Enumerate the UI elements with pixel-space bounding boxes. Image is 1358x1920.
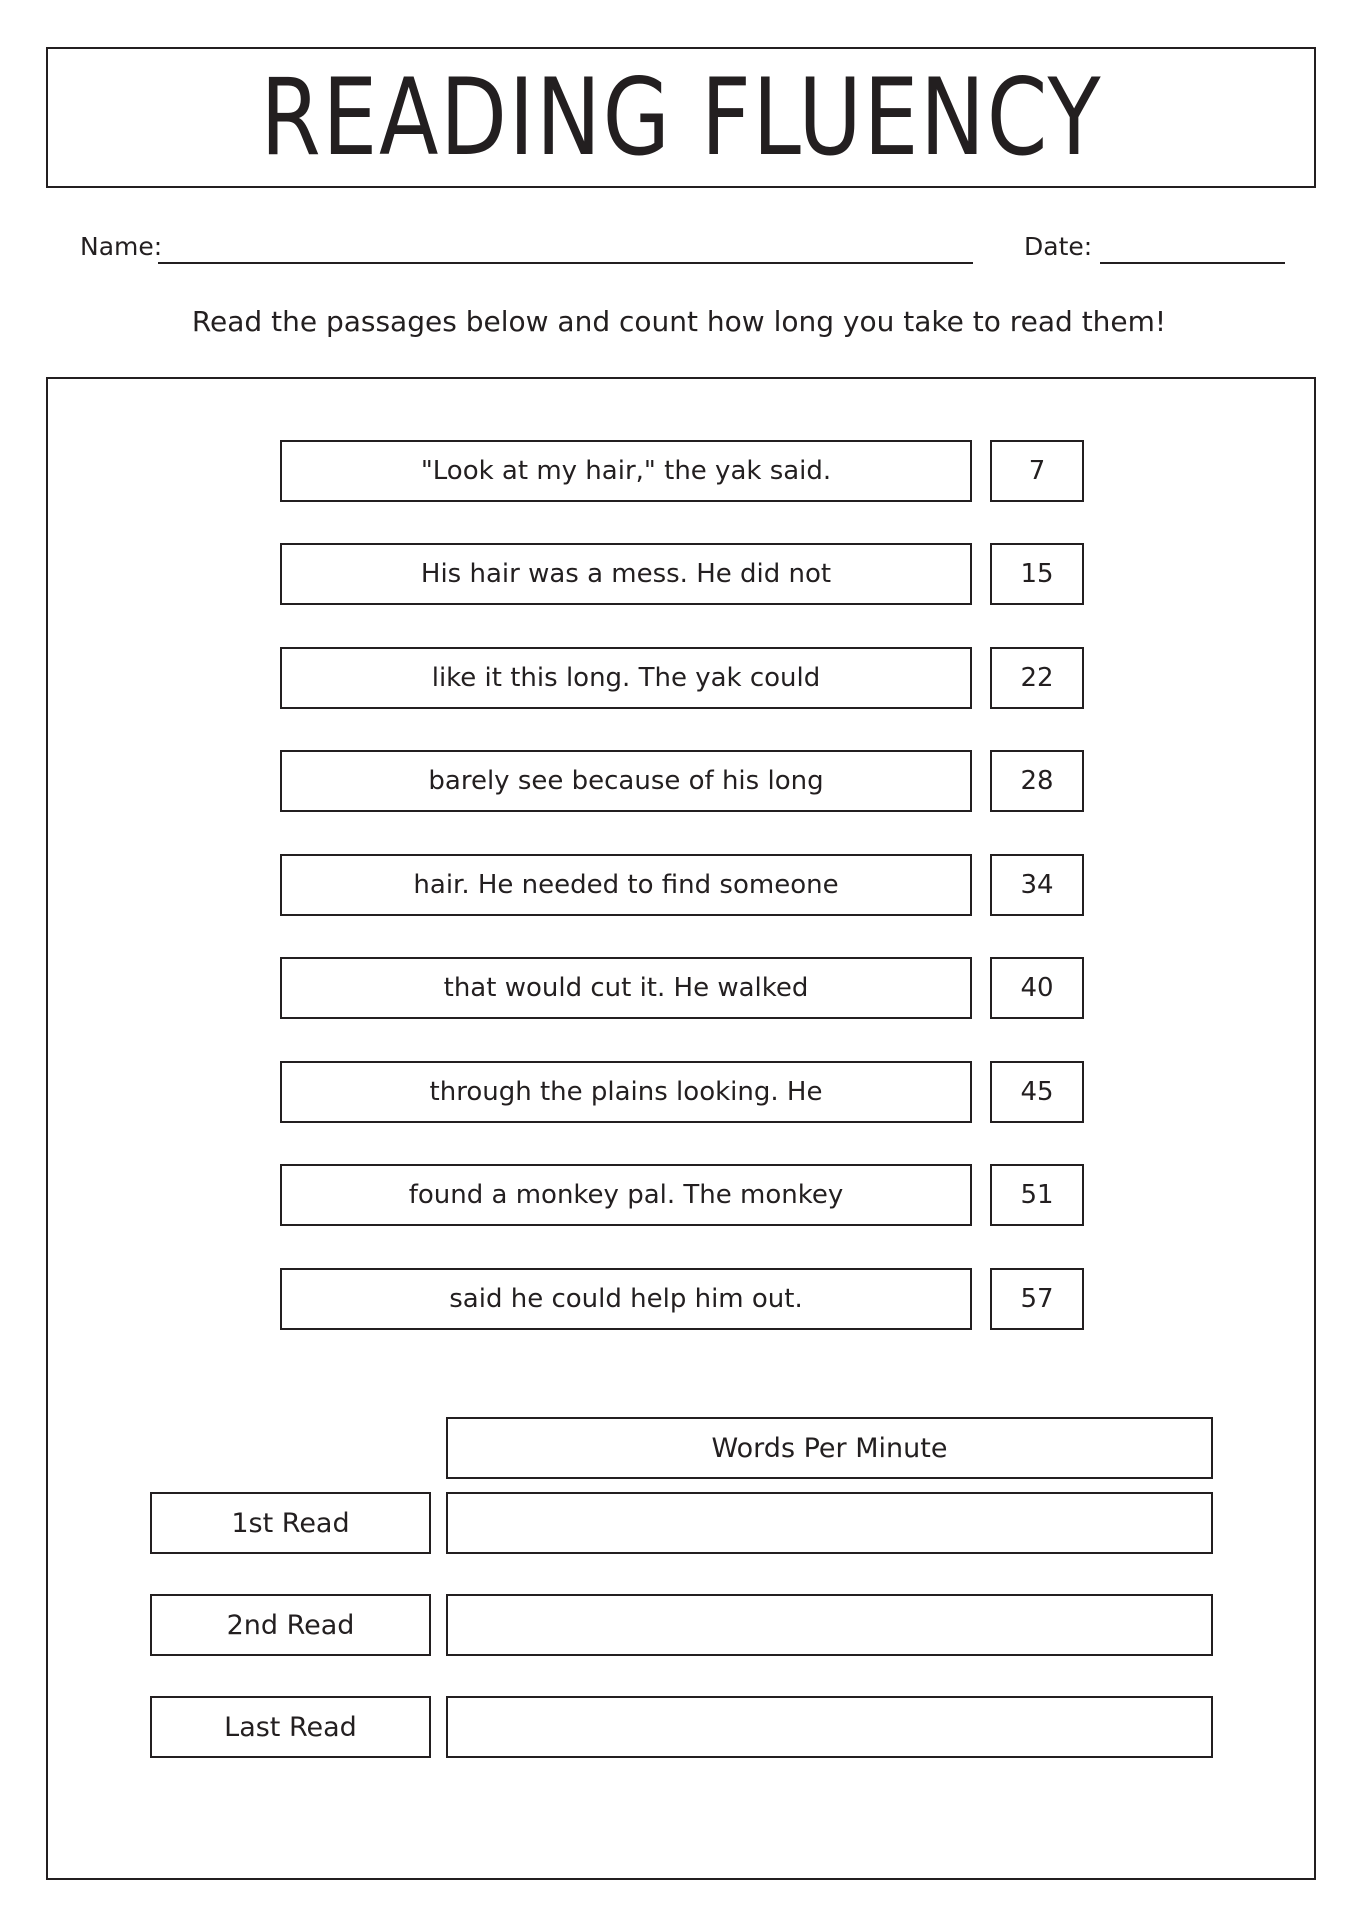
read-label-1st: 1st Read: [150, 1492, 431, 1554]
passage-row: [280, 543, 1084, 605]
word-count: 7: [990, 440, 1084, 502]
word-count: 34: [990, 854, 1084, 916]
passage-line: barely see because of his long: [280, 750, 972, 812]
name-label: Name:: [80, 232, 163, 261]
word-count: 22: [990, 647, 1084, 709]
passage-line: like it this long. The yak could: [280, 647, 972, 709]
passage-line: found a monkey pal. The monkey: [280, 1164, 972, 1226]
date-label: Date:: [1024, 232, 1093, 261]
name-field[interactable]: [158, 262, 973, 264]
word-count: 45: [990, 1061, 1084, 1123]
word-count: 40: [990, 957, 1084, 1019]
passage-line: hair. He needed to find someone: [280, 854, 972, 916]
read-label-2nd: 2nd Read: [150, 1594, 431, 1656]
passage-line: that would cut it. He walked: [280, 957, 972, 1019]
passage-line: said he could help him out.: [280, 1268, 972, 1330]
wpm-field-2nd[interactable]: [446, 1594, 1213, 1656]
date-field[interactable]: [1100, 262, 1285, 264]
wpm-field-1st[interactable]: [446, 1492, 1213, 1554]
word-count: 51: [990, 1164, 1084, 1226]
passage-line: His hair was a mess. He did not: [280, 543, 972, 605]
wpm-header: Words Per Minute: [446, 1417, 1213, 1479]
wpm-field-last[interactable]: [446, 1696, 1213, 1758]
passage-row: [280, 957, 1084, 1019]
page-title: READING FLUENCY: [260, 55, 1102, 179]
instructions-text: Read the passages below and count how long you take to read them!: [191, 305, 1167, 338]
passage-row: [280, 750, 1084, 812]
passage-line: "Look at my hair," the yak said.: [280, 440, 972, 502]
word-count: 57: [990, 1268, 1084, 1330]
title-banner: [46, 47, 1316, 188]
passage-row: [280, 1268, 1084, 1330]
passage-row: [280, 854, 1084, 916]
passage-row: [280, 1061, 1084, 1123]
passage-line: through the plains looking. He: [280, 1061, 972, 1123]
passage-row: [280, 440, 1084, 502]
word-count: 15: [990, 543, 1084, 605]
passage-row: [280, 1164, 1084, 1226]
word-count: 28: [990, 750, 1084, 812]
passage-row: [280, 647, 1084, 709]
read-label-last: Last Read: [150, 1696, 431, 1758]
